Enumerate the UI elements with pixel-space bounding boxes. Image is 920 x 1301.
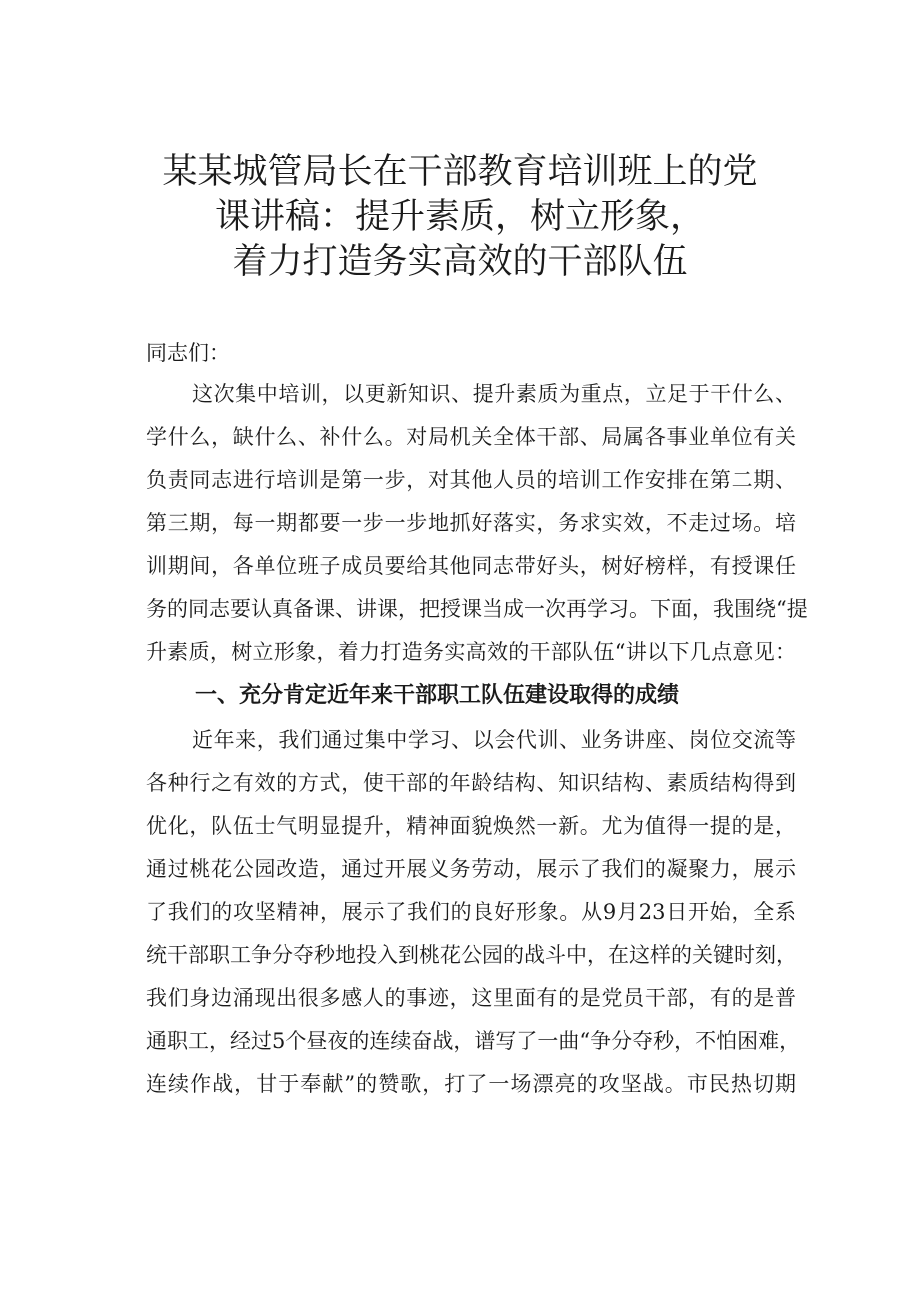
paragraph2-line-2: 各种行之有效的方式，使干部的年龄结构、知识结构、素质结构得到 [146, 771, 796, 795]
paragraph1-line-3: 负责同志进行培训是第一步，对其他人员的培训工作安排在第二期、 [146, 468, 796, 492]
title-line-2: 课讲稿：提升素质，树立形象， [214, 197, 705, 237]
section-heading: 一、充分肯定近年来干部职工队伍建设取得的成绩 [195, 683, 680, 708]
paragraph1-line-7: 升素质，树立形象，着力打造务实高效的干部队伍“讲以下几点意见： [146, 640, 796, 664]
paragraph2-line-5: 了我们的攻坚精神，展示了我们的良好形象。从9月23日开始，全系 [146, 900, 796, 924]
paragraph2-line-8: 通职工，经过5个昼夜的连续奋战，谱写了一曲“争分夺秒，不怕困难， [146, 1029, 801, 1053]
paragraph1-line-5: 训期间，各单位班子成员要给其他同志带好头，树好榜样，有授课任 [146, 554, 796, 578]
title-line-1: 某某城管局长在干部教育培训班上的党 [162, 152, 758, 192]
paragraph1-line-2: 学什么，缺什么、补什么。对局机关全体干部、局属各事业单位有关 [146, 425, 796, 449]
paragraph2-line-7: 我们身边涌现出很多感人的事迹，这里面有的是党员干部，有的是普 [146, 986, 796, 1010]
paragraph2-line-9: 连续作战，甘于奉献”的赞歌，打了一场漂亮的攻坚战。市民热切期 [146, 1072, 796, 1096]
salutation: 同志们： [146, 341, 230, 365]
paragraph1-line-6: 务的同志要认真备课、讲课，把授课当成一次再学习。下面，我围绕“提 [146, 597, 808, 621]
paragraph2-line-4: 通过桃花公园改造，通过开展义务劳动，展示了我们的凝聚力，展示 [146, 857, 796, 881]
paragraph1-line-1: 这次集中培训，以更新知识、提升素质为重点，立足于干什么、 [192, 382, 796, 406]
document-title [100, 150, 820, 285]
title-line-3: 着力打造务实高效的干部队伍 [232, 242, 688, 282]
paragraph2-line-1: 近年来，我们通过集中学习、以会代训、业务讲座、岗位交流等 [192, 728, 796, 752]
paragraph2-line-3: 优化，队伍士气明显提升，精神面貌焕然一新。尤为值得一提的是， [146, 814, 796, 838]
paragraph2-line-6: 统干部职工争分夺秒地投入到桃花公园的战斗中，在这样的关键时刻， [146, 943, 797, 967]
paragraph1-line-4: 第三期，每一期都要一步一步地抓好落实，务求实效，不走过场。培 [146, 511, 796, 535]
